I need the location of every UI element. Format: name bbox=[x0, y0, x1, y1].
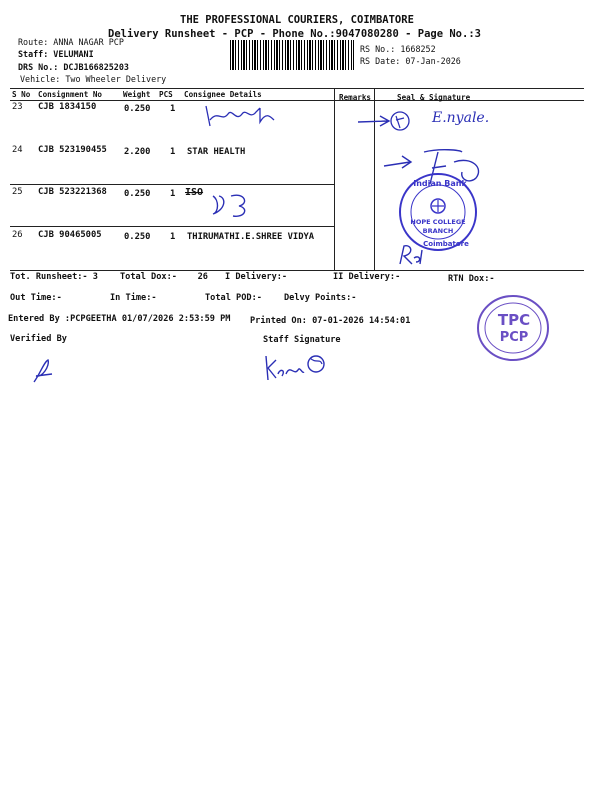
table-row-consignment: CJB 523221368 bbox=[38, 187, 107, 197]
barcode bbox=[230, 40, 354, 70]
route-label: Route: ANNA NAGAR PCP bbox=[18, 37, 124, 47]
tpc-stamp-bottom: PCP bbox=[499, 330, 529, 345]
table-row-sno: 26 bbox=[12, 230, 23, 240]
total-pod: Total POD:- bbox=[205, 293, 262, 303]
col-header-pcs: PCS bbox=[159, 90, 173, 99]
col-header-sno: S No bbox=[12, 90, 31, 99]
bank-seal-name: Indian Bank bbox=[413, 179, 467, 188]
company-title: THE PROFESSIONAL COURIERS, COIMBATORE bbox=[180, 14, 414, 26]
table-top-border bbox=[10, 88, 584, 89]
row-divider bbox=[10, 226, 334, 227]
table-row-consignee: THIRUMATHI.E.SHREE VIDYA bbox=[187, 232, 315, 242]
table-row-sno: 25 bbox=[12, 187, 23, 197]
table-row-pcs: 1 bbox=[170, 104, 176, 114]
in-time: In Time:- bbox=[110, 293, 157, 303]
rtn-dox: RTN Dox:- bbox=[448, 274, 495, 284]
rs-number: RS No.: 1668252 bbox=[360, 44, 436, 54]
staff-signature-scribble bbox=[262, 350, 332, 384]
tpc-office-stamp bbox=[474, 292, 552, 364]
handwritten-note-row25: ISO bbox=[185, 187, 204, 198]
col-header-seal: Seal & Signature bbox=[397, 93, 471, 102]
total-dox: Total Dox:- 26 bbox=[120, 272, 208, 282]
signature-scribble-row25 bbox=[205, 190, 265, 220]
ii-delivery: II Delivery:- bbox=[333, 272, 401, 282]
table-row-consignment: CJB 90465005 bbox=[38, 230, 102, 240]
table-row-weight: 0.250 bbox=[124, 104, 151, 114]
bank-seal-city: Coimbatore bbox=[423, 240, 469, 248]
printed-on: Printed On: 07-01-2026 14:54:01 bbox=[250, 316, 411, 326]
handwritten-signature-row23: E.nyale. bbox=[432, 110, 490, 126]
col-header-consignment: Consignment No bbox=[38, 90, 103, 99]
runsheet-subtitle: Delivery Runsheet - PCP - Phone No.:9047080280 - Page No.:3 bbox=[108, 28, 481, 40]
table-row-pcs: 1 bbox=[170, 189, 176, 199]
remarks-divider-left bbox=[334, 88, 335, 270]
consignee-signature-scribble bbox=[200, 100, 290, 130]
table-row-pcs: 1 bbox=[170, 232, 176, 242]
row-divider bbox=[10, 184, 334, 185]
bank-seal-branch: BRANCH bbox=[422, 227, 454, 235]
tpc-stamp-top: TPC bbox=[497, 311, 531, 329]
drs-number: DRS No.: DCJB166825203 bbox=[18, 62, 129, 72]
table-row-sno: 24 bbox=[12, 145, 23, 155]
col-header-consignee: Consignee Details bbox=[184, 90, 262, 99]
delvy-points: Delvy Points:- bbox=[284, 293, 357, 303]
bank-seal-branch-name: HOPE COLLEGE bbox=[410, 218, 466, 226]
table-row-consignment: CJB 523190455 bbox=[38, 145, 107, 155]
table-row-consignee: STAR HEALTH bbox=[187, 147, 246, 157]
entered-by: Entered By :PCPGEETHA 01/07/2026 2:53:59 PM bbox=[8, 314, 231, 324]
arrow-icon bbox=[352, 108, 412, 134]
staff-signature-label: Staff Signature bbox=[263, 335, 341, 345]
table-row-consignment: CJB 1834150 bbox=[38, 102, 97, 112]
i-delivery: I Delivery:- bbox=[225, 272, 288, 282]
signature-scribble-row26 bbox=[396, 242, 436, 268]
tot-runsheet: Tot. Runsheet:- 3 bbox=[10, 272, 98, 282]
vehicle-label: Vehicle: Two Wheeler Delivery bbox=[20, 74, 167, 84]
staff-label: Staff: VELUMANI bbox=[18, 49, 94, 59]
col-header-remarks: Remarks bbox=[339, 93, 372, 102]
table-header-border bbox=[10, 100, 584, 101]
table-row-weight: 0.250 bbox=[124, 189, 151, 199]
verifier-signature bbox=[28, 356, 58, 386]
table-row-sno: 23 bbox=[12, 102, 23, 112]
table-row-weight: 0.250 bbox=[124, 232, 151, 242]
rs-date: RS Date: 07-Jan-2026 bbox=[360, 56, 461, 66]
out-time: Out Time:- bbox=[10, 293, 62, 303]
table-row-weight: 2.200 bbox=[124, 147, 151, 157]
table-bottom-border bbox=[10, 270, 584, 271]
verified-by: Verified By bbox=[10, 334, 67, 344]
col-header-weight: Weight bbox=[123, 90, 151, 99]
table-row-pcs: 1 bbox=[170, 147, 176, 157]
